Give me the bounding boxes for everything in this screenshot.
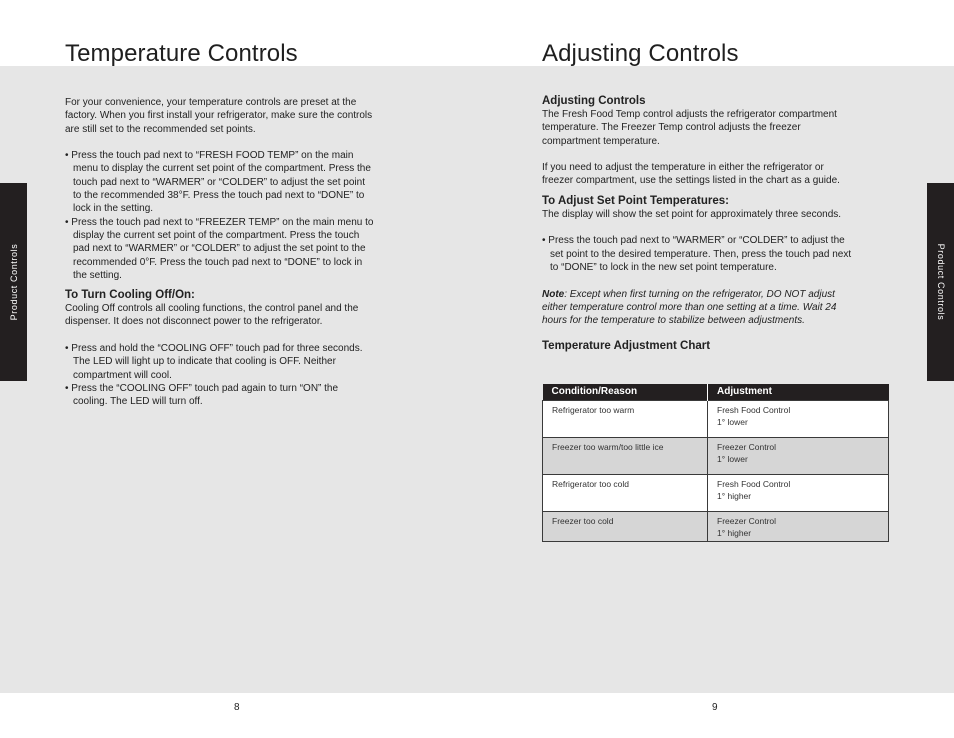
adjusting-text-2: If you need to adjust the temperature in either the refrigerator or — [542, 162, 824, 174]
intro-line: For your convenience, your temperature controls are preset at the — [65, 97, 357, 108]
setpoint-bullet-line: set point to the desired temperature. Then, press the touch pad next — [550, 248, 852, 260]
note-line — [542, 288, 902, 301]
adjustment-control: Fresh Food Control — [717, 479, 791, 489]
adjusting-text-2: freezer compartment, use the settings listed in the chart as a guide. — [542, 175, 840, 187]
left-column — [65, 96, 415, 409]
left-tab-label: Product Controls — [8, 243, 19, 321]
page-number-left: 8 — [234, 702, 240, 713]
setpoint-bullet-line: • Press the touch pad next to “WARMER” or “COLDER” to adjust the — [542, 235, 845, 247]
bullet-line: touch pad next to “WARMER” or “COLDER” to adjust the set point — [73, 176, 365, 188]
bullet-line: display the current set point of the compartment. Press the touch — [73, 229, 360, 241]
adjusting-text: The Fresh Food Temp control adjusts the refrigerator compartment — [542, 109, 837, 120]
table-row — [543, 512, 889, 542]
table-header: Condition/Reason — [543, 384, 708, 401]
table-header-row — [543, 384, 889, 401]
note-line: hours for the temperature to stabilize between adjustments. — [542, 315, 805, 327]
cooling-text: dispenser. It does not disconnect power to the refrigerator. — [65, 316, 323, 328]
bullet-line: • Press the touch pad next to “FREEZER TEMP” on the main menu to — [65, 216, 374, 228]
table-row — [543, 438, 889, 475]
cooling-text: Cooling Off controls all cooling functions, the control panel and the — [65, 303, 359, 315]
adjustment-cell — [708, 438, 889, 475]
left-page-title: Temperature Controls — [65, 40, 298, 67]
chart-heading: Temperature Adjustment Chart — [542, 340, 711, 353]
temperature-adjustment-table — [542, 384, 889, 542]
condition-cell: Refrigerator too cold — [543, 475, 708, 512]
adjustment-cell — [708, 475, 889, 512]
adjustment-control: Freezer Control — [717, 516, 777, 526]
intro-line: are still set to the recommended set points. — [65, 123, 256, 135]
cooling-bullet-line: • Press and hold the “COOLING OFF” touch pad for three seconds. — [65, 343, 363, 355]
bullet-line: pad next to “WARMER” or “COLDER” to adjust the set point to the — [73, 243, 366, 255]
right-tab-label: Product Controls — [935, 243, 946, 321]
condition-cell: Refrigerator too warm — [543, 401, 708, 438]
setpoint-bullet-line: to “DONE” to lock in the new set point temperature. — [550, 261, 777, 273]
adjustment-cell — [708, 401, 889, 438]
adjustment-amount: 1° higher — [717, 528, 752, 538]
cooling-bullet-line: compartment will cool. — [73, 369, 172, 381]
bullet-line: the setting. — [73, 269, 122, 281]
adjusting-text: compartment temperature. — [542, 135, 660, 147]
condition-cell: Freezer too warm/too little ice — [543, 438, 708, 475]
adjustment-control: Freezer Control — [717, 442, 777, 452]
condition-cell: Freezer too cold — [543, 512, 708, 542]
bullet-line: menu to display the current set point of the compartment. Press the — [73, 163, 371, 175]
table-row — [543, 401, 889, 438]
note-line: either temperature control more than one setting at a time. Wait 24 — [542, 301, 837, 313]
note-text: : Except when first turning on the refrigerator, DO NOT adjust — [564, 288, 835, 300]
right-page-title: Adjusting Controls — [542, 40, 739, 67]
cooling-bullet-line: The LED will light up to indicate that cooling is OFF. Neither — [73, 356, 336, 368]
setpoint-text: The display will show the set point for approximately three seconds. — [542, 208, 842, 220]
adjustment-amount: 1° higher — [717, 491, 752, 501]
cooling-heading: To Turn Cooling Off/On: — [65, 289, 195, 302]
page-number-right: 9 — [712, 702, 718, 713]
adjustment-cell — [708, 512, 889, 542]
bullet-line: recommended 0°F. Press the touch pad next to “DONE” to lock in — [73, 256, 363, 268]
bullet-line: to the recommended 38°F. Press the touch pad next to “DONE” to — [73, 190, 365, 202]
adjustment-control: Fresh Food Control — [717, 405, 791, 415]
adjustment-amount: 1° lower — [717, 417, 748, 427]
table-row — [543, 475, 889, 512]
bullet-line: • Press the touch pad next to “FRESH FOOD TEMP” on the main — [65, 150, 354, 162]
right-column — [542, 94, 902, 353]
setpoint-heading: To Adjust Set Point Temperatures: — [542, 194, 729, 207]
intro-line: factory. When you first install your refrigerator, make sure the controls — [65, 110, 373, 122]
adjusting-heading: Adjusting Controls — [542, 95, 646, 107]
cooling-bullet-line: cooling. The LED will turn off. — [73, 396, 203, 408]
right-side-tab — [927, 183, 954, 381]
adjustment-amount: 1° lower — [717, 454, 748, 464]
cooling-bullet-line: • Press the “COOLING OFF” touch pad again to turn “ON” the — [65, 382, 339, 394]
left-side-tab — [0, 183, 27, 381]
note-label: Note — [542, 288, 565, 300]
table-header: Adjustment — [708, 384, 889, 401]
adjusting-text: temperature. The Freezer Temp control adjusts the freezer — [542, 122, 801, 134]
bullet-line: lock in the setting. — [73, 203, 154, 215]
